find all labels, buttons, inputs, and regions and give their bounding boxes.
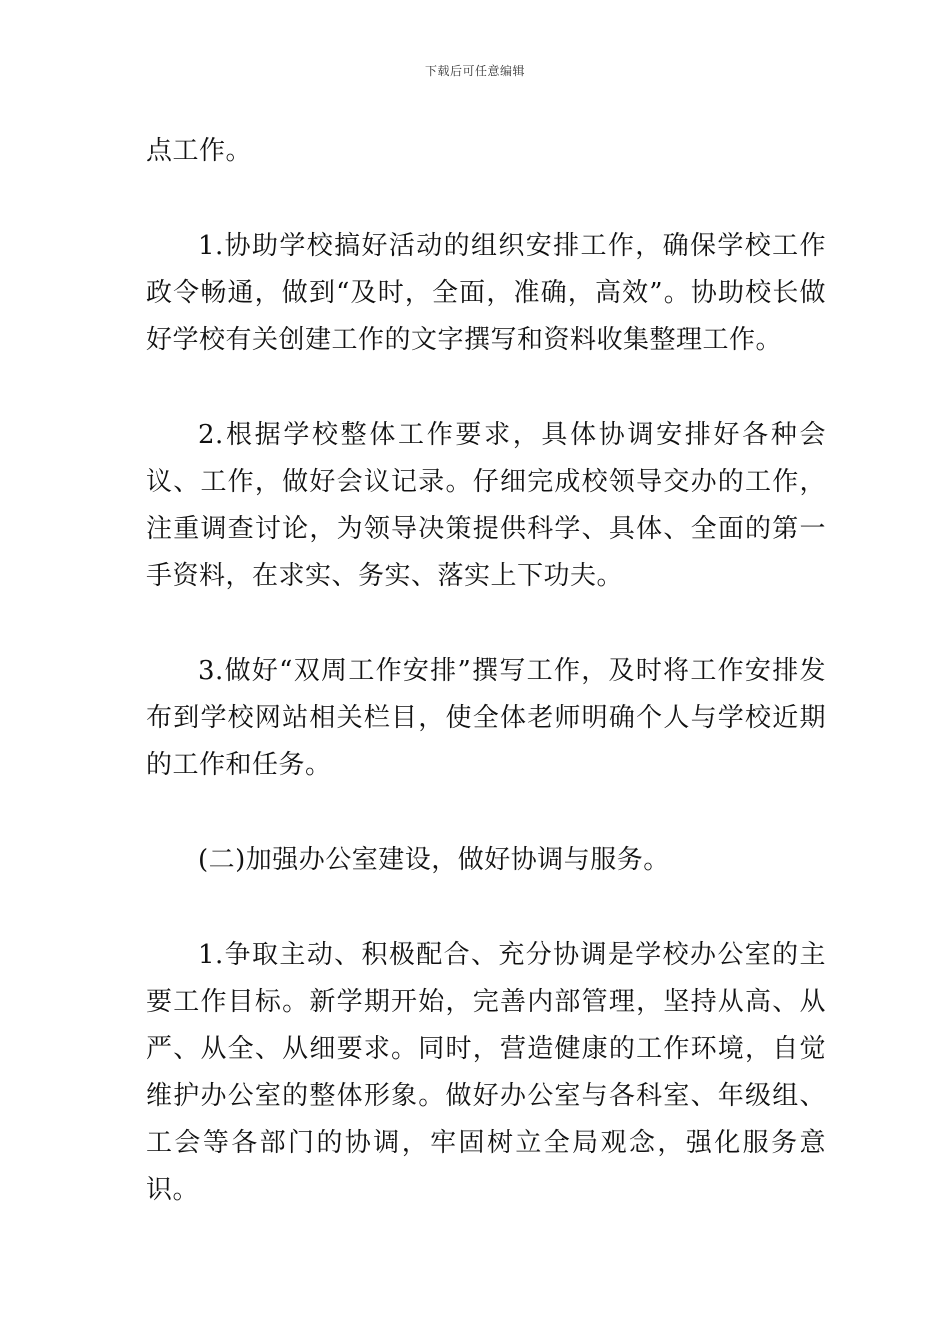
document-body <box>146 128 826 1214</box>
page-header: 下载后可任意编辑 <box>424 64 525 78</box>
paragraph-section-item-1: 1.争取主动、积极配合、充分协调是学校办公室的主要工作目标。新学期开始，完善内部管理，坚持从高、从严、从全、从细要求。同时，营造健康的工作环境，自觉维护办公室的整体形象。做好办公室与各科室、年级组、工会等各部门的协调，牢固树立全局观念，强化服务意识。 <box>146 940 826 1205</box>
paragraph-gap <box>146 364 826 412</box>
paragraph-item-1: 1.协助学校搞好活动的组织安排工作，确保学校工作政令畅通，做到“及时，全面，准确，高效”。协助校长做好学校有关创建工作的文字撰写和资料收集整理工作。 <box>146 231 826 355</box>
paragraph-gap <box>146 600 826 648</box>
paragraph-item-2: 2.根据学校整体工作要求，具体协调安排好各种会议、工作，做好会议记录。仔细完成校领导交办的工作，注重调查讨论，为领导决策提供科学、具体、全面的第一手资料，在求实、务实、落实上下功夫。 <box>146 420 826 591</box>
paragraph-gap <box>146 175 826 223</box>
paragraph-gap <box>146 789 826 837</box>
paragraph-item-3: 3.做好“双周工作安排”撰写工作，及时将工作安排发布到学校网站相关栏目，使全体老师明确个人与学校近期的工作和任务。 <box>146 656 826 780</box>
paragraph-continuation: 点工作。 <box>146 136 253 166</box>
section-heading: (二)加强办公室建设，做好协调与服务。 <box>198 845 670 875</box>
paragraph-gap <box>146 884 826 932</box>
